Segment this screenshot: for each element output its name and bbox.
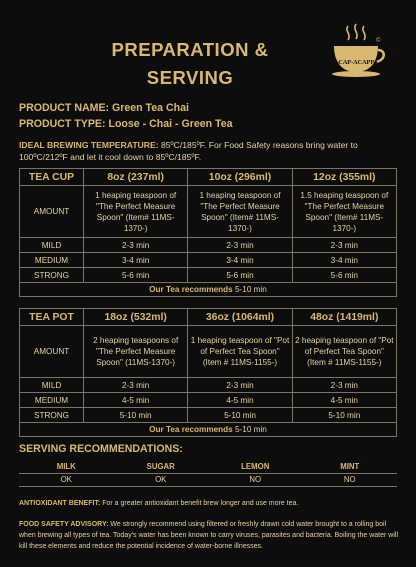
tea-pot-table [19, 308, 397, 437]
row-label: AMOUNT [20, 326, 84, 378]
table-header-cell: 36oz (1064ml) [188, 309, 292, 326]
table-cell: 1.5 heaping teaspoon of "The Perfect Measure Spoon" (Item# 11MS-1370-) [292, 186, 396, 238]
table-cell: 1 heaping teaspoon of "The Perfect Measure Spoon" (Item# 11MS-1370-) [84, 186, 188, 238]
brewing-label: IDEAL BREWING TEMPERATURE: [19, 140, 159, 150]
product-type-label: PRODUCT TYPE: [19, 118, 106, 130]
serving-value-lemon: NO [208, 473, 303, 486]
recommendation-cell [20, 423, 397, 437]
antioxidant-note [19, 498, 404, 509]
brewing-temperature [19, 139, 404, 163]
product-type-value: Loose - Chai - Green Tea [108, 118, 233, 130]
title-line-2: SERVING [146, 67, 234, 88]
serving-title: SERVING RECOMMENDATIONS: [19, 443, 183, 455]
table-row [20, 238, 397, 253]
table-header-cell: 8oz (237ml) [84, 169, 188, 186]
recommendation-value: 5-10 min [235, 285, 267, 294]
antioxidant-text: For a greater antioxidant benefit brew longer and use more tea. [102, 500, 299, 507]
title-line-1: PREPARATION & [111, 39, 269, 60]
table-header-cell: 10oz (296ml) [188, 169, 292, 186]
table-header-cell: 12oz (355ml) [292, 169, 396, 186]
brewing-text: 85ºC/185ºF. For Food Safety reasons bring water to 100ºC/212ºF and let it cool down to 85ºC/185ºF. [19, 140, 358, 162]
recommendation-row [20, 283, 397, 297]
table-cell: 2-3 min [292, 378, 396, 393]
row-label: MILD [20, 378, 84, 393]
table-header-row [20, 309, 397, 326]
row-label: MEDIUM [20, 393, 84, 408]
table-row [20, 408, 397, 423]
serving-header-mint: MINT [303, 460, 398, 473]
table-cell: 5-10 min [292, 408, 396, 423]
product-name-label: PRODUCT NAME: [19, 102, 110, 114]
antioxidant-label: ANTIOXIDANT BENEFIT: [19, 500, 101, 507]
row-label: AMOUNT [20, 186, 84, 238]
tea-cup-table [19, 168, 397, 297]
serving-value-milk: OK [19, 473, 114, 486]
steaming-tea-cup-icon [326, 22, 386, 84]
table-cell: 2-3 min [84, 378, 188, 393]
serving-header-milk: MILK [19, 460, 114, 473]
table-cell: 4-5 min [188, 393, 292, 408]
table-cell: 5-10 min [188, 408, 292, 423]
recommendation-cell [20, 283, 397, 297]
table-cell: 2-3 min [84, 238, 188, 253]
serving-value-mint: NO [303, 473, 398, 486]
table-cell: 2-3 min [188, 238, 292, 253]
table-cell: 5-10 min [84, 408, 188, 423]
table-row [20, 326, 397, 378]
row-label: MILD [20, 238, 84, 253]
table-row [20, 186, 397, 238]
table-cell: 2-3 min [188, 378, 292, 393]
logo-wordmark: ACAP-ACAPPA [333, 59, 379, 66]
serving-header-lemon: LEMON [208, 460, 303, 473]
copyright-mark: © [376, 38, 381, 44]
table-cell: 3-4 min [188, 253, 292, 268]
serving-value-sugar: OK [114, 473, 209, 486]
row-label: STRONG [20, 268, 84, 283]
serving-header-row [19, 460, 397, 473]
table-header-cell: 18oz (532ml) [84, 309, 188, 326]
page-title [60, 36, 320, 92]
table-row [20, 378, 397, 393]
recommendation-row [20, 423, 397, 437]
row-label: STRONG [20, 408, 84, 423]
table-cell: 5-6 min [292, 268, 396, 283]
recommendation-label: Our Tea recommends [149, 425, 233, 434]
table-cell: 3-4 min [292, 253, 396, 268]
table-cell: 5-6 min [84, 268, 188, 283]
row-label: MEDIUM [20, 253, 84, 268]
table-cell: 4-5 min [84, 393, 188, 408]
recommendation-value: 5-10 min [235, 425, 267, 434]
table-cell: 2-3 min [292, 238, 396, 253]
serving-header-sugar: SUGAR [114, 460, 209, 473]
serving-value-row [19, 473, 397, 486]
table-row [20, 393, 397, 408]
product-name-value: Green Tea Chai [112, 102, 189, 114]
table-cell: 5-6 min [188, 268, 292, 283]
safety-label: FOOD SAFETY ADVISORY: [19, 521, 109, 528]
table-row [20, 253, 397, 268]
table-row [20, 268, 397, 283]
recommendation-label: Our Tea recommends [149, 285, 233, 294]
table-cell: 4-5 min [292, 393, 396, 408]
table-cell: 1 heaping teaspoon of "The Perfect Measure Spoon" (Item# 11MS-1370-) [188, 186, 292, 238]
table-cell: 3-4 min [84, 253, 188, 268]
table-cell: 1 heaping teaspoon of "Pot of Perfect Tea Spoon" (Item # 11MS-1155-) [188, 326, 292, 378]
table-cell: 2 heaping teaspoon of "Pot of Perfect Tea Spoon" (Item # 11MS-1155-) [292, 326, 396, 378]
serving-table [19, 460, 397, 487]
table-header-cell: 48oz (1419ml) [292, 309, 396, 326]
table-header-cell: TEA POT [20, 309, 84, 326]
table-cell: 2 heaping teaspoons of "The Perfect Measure Spoon" (11MS-1370-) [84, 326, 188, 378]
table-header-row [20, 169, 397, 186]
safety-text: We strongly recommend using filtered or freshly drawn cold water brought to a rolling boil when brewing all types of tea. Today's water has been known to carry viruses, parasites and bacteria. Boiling the water will kill these elements and reduce the potential incidence of water-borne illnesses. [19, 521, 399, 550]
product-info [19, 100, 233, 132]
table-header-cell: TEA CUP [20, 169, 84, 186]
food-safety-note [19, 519, 404, 552]
